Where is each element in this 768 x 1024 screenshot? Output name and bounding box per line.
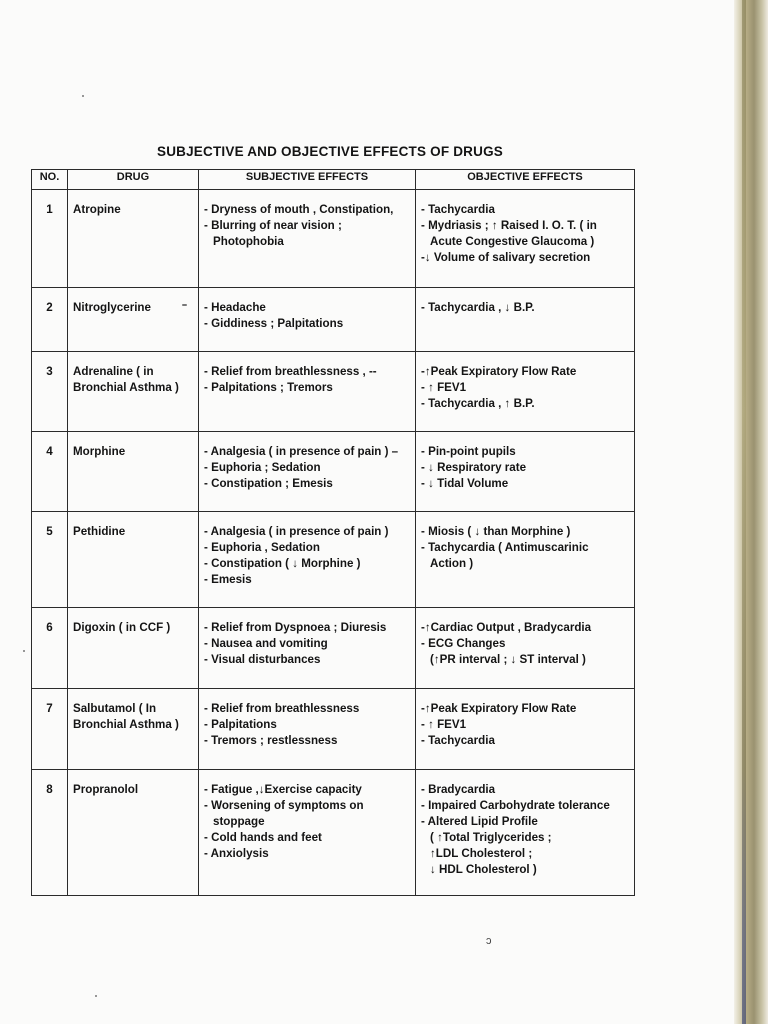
objective-effects: [416, 512, 635, 608]
objective-effects-line: - Altered Lipid Profile: [421, 815, 538, 828]
row-number: [32, 608, 68, 689]
subjective-effects-line: - Fatigue ,↓Exercise capacity: [204, 783, 362, 796]
table-header-row: [32, 170, 635, 190]
subjective-effects: [199, 288, 416, 352]
table-row: [32, 770, 635, 896]
row-number-text: 1: [46, 203, 53, 216]
drug-name: [68, 770, 199, 896]
row-number-text: 5: [46, 525, 53, 538]
row-number: [32, 770, 68, 896]
table-row: [32, 512, 635, 608]
subjective-effects-line: - Analgesia ( in presence of pain ) –: [204, 445, 399, 458]
header-subjective: SUBJECTIVE EFFECTS: [199, 170, 416, 190]
header-objective: OBJECTIVE EFFECTS: [416, 170, 635, 190]
drug-name: [68, 689, 199, 770]
subjective-effects: [199, 512, 416, 608]
subjective-effects-line: - Palpitations ; Tremors: [204, 381, 333, 394]
row-number-text: 3: [46, 365, 53, 378]
subjective-effects-line: - Cold hands and feet: [204, 831, 322, 844]
row-number-text: 8: [46, 783, 53, 796]
subjective-effects-line: - Blurring of near vision ;: [204, 219, 342, 232]
row-number-text: 7: [46, 702, 53, 715]
subjective-effects-line: - Relief from Dyspnoea ; Diuresis: [204, 621, 387, 634]
objective-effects: [416, 608, 635, 689]
drug-name-line: Pethidine: [73, 525, 126, 538]
objective-effects: [416, 190, 635, 288]
objective-effects-line: - Tachycardia , ↑ B.P.: [421, 397, 535, 410]
table-row: [32, 190, 635, 288]
objective-effects: [416, 689, 635, 770]
subjective-effects-line: - Visual disturbances: [204, 653, 321, 666]
objective-effects-line: - Bradycardia: [421, 783, 496, 796]
objective-effects-line: -↑Peak Expiratory Flow Rate: [421, 702, 577, 715]
objective-effects-line: ↓ HDL Cholesterol ): [430, 863, 537, 876]
header-drug: DRUG: [68, 170, 199, 190]
subjective-effects: [199, 770, 416, 896]
objective-effects-line: - ↓ Tidal Volume: [421, 477, 509, 490]
subjective-effects-line: - Nausea and vomiting: [204, 637, 328, 650]
page-title: SUBJECTIVE AND OBJECTIVE EFFECTS OF DRUGS: [157, 144, 503, 160]
table-row: [32, 608, 635, 689]
objective-effects: [416, 770, 635, 896]
objective-effects-line: -↓ Volume of salivary secretion: [421, 251, 591, 264]
row-number-text: 6: [46, 621, 53, 634]
objective-effects: [416, 288, 635, 352]
objective-effects-line: - Pin-point pupils: [421, 445, 516, 458]
row-number-text: 4: [46, 445, 53, 458]
objective-effects-line: - Impaired Carbohydrate tolerance: [421, 799, 610, 812]
objective-effects-line: - Tachycardia ( Antimuscarinic: [421, 541, 589, 554]
subjective-effects-line: stoppage: [213, 815, 265, 828]
objective-effects-line: Acute Congestive Glaucoma ): [430, 235, 595, 248]
subjective-effects-line: - Constipation ; Emesis: [204, 477, 333, 490]
subjective-effects-line: Photophobia: [213, 235, 284, 248]
objective-effects-line: - Miosis ( ↓ than Morphine ): [421, 525, 571, 538]
subjective-effects-line: - Euphoria , Sedation: [204, 541, 320, 554]
row-number-text: 2: [46, 301, 53, 314]
subjective-effects-line: - Tremors ; restlessness: [204, 734, 338, 747]
table-row: [32, 352, 635, 432]
subjective-effects-line: - Relief from breathlessness , --: [204, 365, 377, 378]
objective-effects-line: - Tachycardia: [421, 203, 495, 216]
objective-effects-line: - ↓ Respiratory rate: [421, 461, 527, 474]
subjective-effects: [199, 352, 416, 432]
drug-name-line: Atropine: [73, 203, 121, 216]
scan-speck: [95, 995, 97, 997]
subjective-effects: [199, 432, 416, 512]
subjective-effects-line: - Anxiolysis: [204, 847, 269, 860]
subjective-effects-line: - Euphoria ; Sedation: [204, 461, 321, 474]
pencil-mark: ↄ: [486, 935, 492, 947]
drug-name-line: Nitroglycerine: [73, 301, 151, 314]
drug-name-line: Salbutamol ( In: [73, 702, 157, 715]
subjective-effects: [199, 608, 416, 689]
drug-name: [68, 432, 199, 512]
drug-effects-table: [31, 169, 635, 896]
drug-name-line: Digoxin ( in CCF ): [73, 621, 171, 634]
objective-effects-line: - ↑ FEV1: [421, 718, 467, 731]
objective-effects-line: - Mydriasis ; ↑ Raised I. O. T. ( in: [421, 219, 597, 232]
row-number: [32, 689, 68, 770]
row-number: [32, 432, 68, 512]
scan-speck: [23, 650, 25, 652]
subjective-effects-line: - Constipation ( ↓ Morphine ): [204, 557, 361, 570]
row-number: [32, 512, 68, 608]
book-binding-edge: [742, 0, 746, 1024]
drug-name-line: Bronchial Asthma ): [73, 718, 179, 731]
subjective-effects-line: - Giddiness ; Palpitations: [204, 317, 344, 330]
drug-name-line: Adrenaline ( in: [73, 365, 154, 378]
subjective-effects-line: - Worsening of symptoms on: [204, 799, 364, 812]
subjective-effects-line: - Dryness of mouth , Constipation,: [204, 203, 394, 216]
subjective-effects-line: - Emesis: [204, 573, 252, 586]
drug-name-line: Propranolol: [73, 783, 139, 796]
objective-effects-line: - Tachycardia: [421, 734, 495, 747]
objective-effects: [416, 352, 635, 432]
objective-effects: [416, 432, 635, 512]
objective-effects-line: - ECG Changes: [421, 637, 506, 650]
table-row: [32, 689, 635, 770]
drug-name-line: Morphine: [73, 445, 126, 458]
drug-name: [68, 608, 199, 689]
objective-effects-line: ↑LDL Cholesterol ;: [430, 847, 533, 860]
subjective-effects-line: - Analgesia ( in presence of pain ): [204, 525, 389, 538]
subjective-effects-line: - Palpitations: [204, 718, 277, 731]
subjective-effects: [199, 190, 416, 288]
table-row: [32, 432, 635, 512]
drug-name: [68, 190, 199, 288]
table-row: [32, 288, 635, 352]
objective-effects-line: Action ): [430, 557, 474, 570]
row-number: [32, 190, 68, 288]
objective-effects-line: -↑Cardiac Output , Bradycardia: [421, 621, 592, 634]
drug-name: [68, 352, 199, 432]
objective-effects-line: ( ↑Total Triglycerides ;: [430, 831, 552, 844]
subjective-effects-line: - Relief from breathlessness: [204, 702, 360, 715]
row-number: [32, 288, 68, 352]
subjective-effects: [199, 689, 416, 770]
objective-effects-line: - Tachycardia , ↓ B.P.: [421, 301, 535, 314]
objective-effects-line: (↑PR interval ; ↓ ST interval ): [430, 653, 586, 666]
objective-effects-line: -↑Peak Expiratory Flow Rate: [421, 365, 577, 378]
drug-name-line: Bronchial Asthma ): [73, 381, 179, 394]
objective-effects-line: - ↑ FEV1: [421, 381, 467, 394]
header-no: NO.: [32, 170, 68, 190]
drug-name: [68, 512, 199, 608]
row-number: [32, 352, 68, 432]
drug-name: [68, 288, 199, 352]
subjective-effects-line: - Headache: [204, 301, 266, 314]
book-spine-shadow: [734, 0, 768, 1024]
scan-speck: [82, 95, 84, 97]
